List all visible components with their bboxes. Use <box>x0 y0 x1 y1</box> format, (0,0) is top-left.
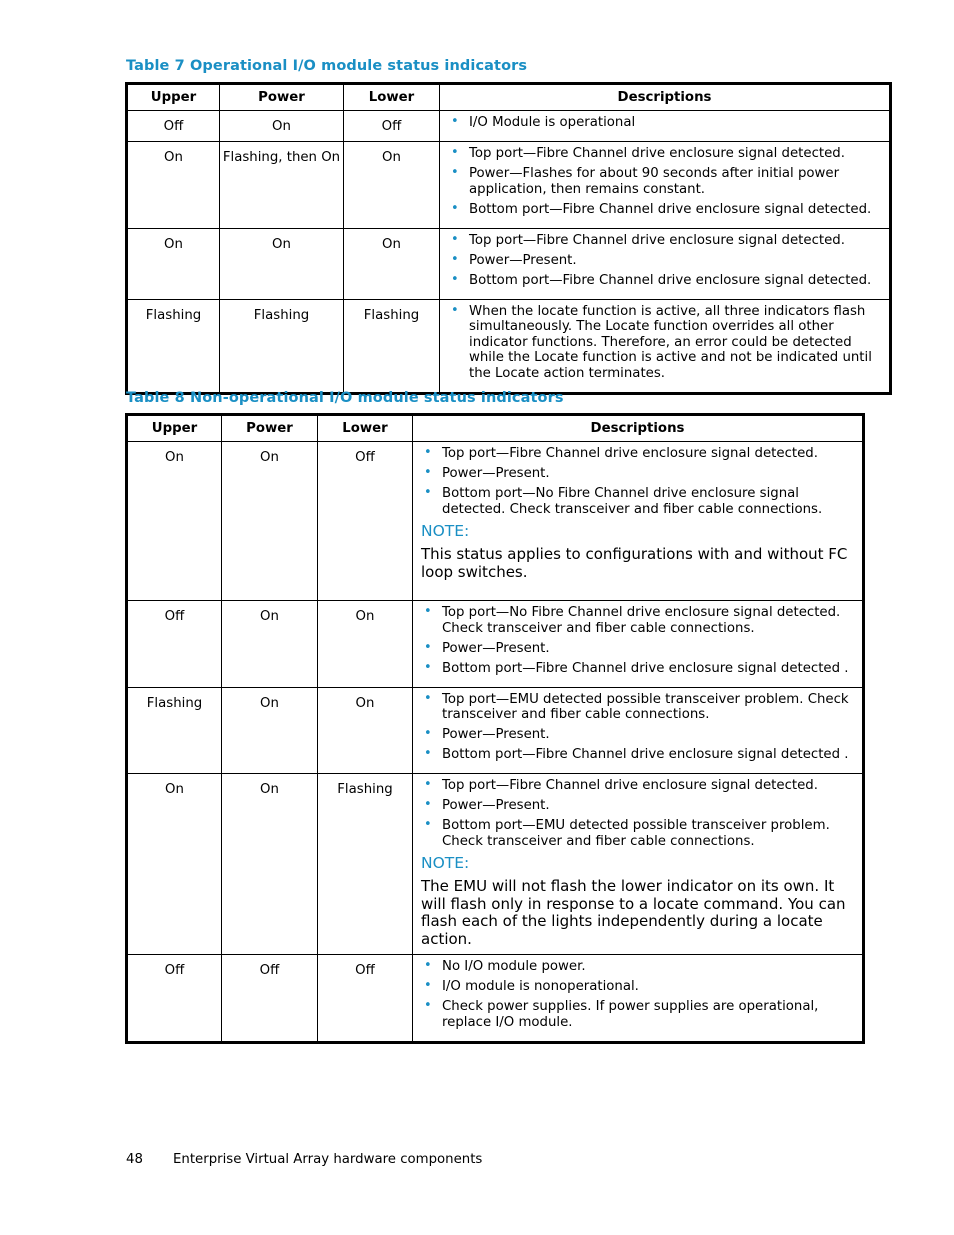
lower-cell: Flashing <box>344 299 440 393</box>
col-header-power: Power <box>220 84 344 111</box>
power-cell: On <box>222 687 318 774</box>
list-item: • I/O module is nonoperational. <box>421 979 854 995</box>
list-item: • Top port—Fibre Channel drive enclosure signal detected. <box>448 233 881 249</box>
note-label: NOTE: <box>421 854 470 872</box>
list-item: • Top port—Fibre Channel drive enclosure signal detected. <box>421 778 854 794</box>
bullet-list <box>421 959 854 1030</box>
upper-cell: On <box>127 228 220 299</box>
power-cell: On <box>222 774 318 955</box>
bullet-list <box>448 146 881 217</box>
upper-cell: Off <box>127 111 220 142</box>
list-item: • Power—Present. <box>421 641 854 657</box>
description-cell <box>413 442 864 601</box>
bullet-list <box>448 233 881 289</box>
list-item: • Top port—Fibre Channel drive enclosure signal detected. <box>421 446 854 462</box>
upper-cell: On <box>127 774 222 955</box>
col-header-power: Power <box>222 415 318 442</box>
power-cell: On <box>222 442 318 601</box>
upper-cell: On <box>127 142 220 229</box>
upper-cell: Flashing <box>127 299 220 393</box>
list-item: • Power—Present. <box>421 466 854 482</box>
table-row <box>127 955 864 1043</box>
upper-cell: Off <box>127 601 222 688</box>
list-item: • No I/O module power. <box>421 959 854 975</box>
bullet-list <box>421 692 854 763</box>
table-row <box>127 687 864 774</box>
table7-caption: Table 7 Operational I/O module status indicators <box>126 58 528 74</box>
col-header-upper: Upper <box>127 84 220 111</box>
footer-title: Enterprise Virtual Array hardware components <box>173 1152 483 1167</box>
list-item: • Power—Present. <box>448 253 881 269</box>
description-cell <box>440 299 891 393</box>
col-header-descriptions: Descriptions <box>440 84 891 111</box>
table-row <box>127 442 864 601</box>
col-header-lower: Lower <box>318 415 413 442</box>
list-item: • Bottom port—Fibre Channel drive enclosure signal detected . <box>421 661 854 677</box>
description-cell <box>413 955 864 1043</box>
upper-cell: Off <box>127 955 222 1043</box>
list-item: • Bottom port—EMU detected possible transceiver problem. Check transceiver and fiber cable connections. <box>421 818 854 849</box>
lower-cell: Flashing <box>318 774 413 955</box>
note-label: NOTE: <box>421 522 470 540</box>
list-item: • Top port—No Fibre Channel drive enclosure signal detected. Check transceiver and fiber cable connections. <box>421 605 854 636</box>
list-item: • When the locate function is active, all three indicators flash simultaneously. The Locate function overrides all other indicator functions. Therefore, an error could be detected while the Locate function is active and not be indicated until the Locate action terminates. <box>448 304 881 382</box>
bullet-list <box>448 304 881 382</box>
description-cell <box>413 601 864 688</box>
list-item: • Check power supplies. If power supplies are operational, replace I/O module. <box>421 999 854 1030</box>
power-cell: Off <box>222 955 318 1043</box>
list-item: • Bottom port—Fibre Channel drive enclosure signal detected. <box>448 202 881 218</box>
list-item: • Power—Present. <box>421 798 854 814</box>
power-cell: On <box>220 228 344 299</box>
list-item: • I/O Module is operational <box>448 115 881 131</box>
table7-header-row <box>127 84 891 111</box>
description-cell <box>413 687 864 774</box>
table8-header-row <box>127 415 864 442</box>
power-cell: On <box>222 601 318 688</box>
upper-cell: On <box>127 442 222 601</box>
table-row <box>127 774 864 955</box>
note-text: This status applies to configurations with and without FC loop switches. <box>421 545 848 581</box>
lower-cell: On <box>318 687 413 774</box>
list-item: • Bottom port—No Fibre Channel drive enclosure signal detected. Check transceiver and fiber cable connections. <box>421 486 854 517</box>
col-header-lower: Lower <box>344 84 440 111</box>
description-cell <box>440 142 891 229</box>
list-item: • Top port—EMU detected possible transceiver problem. Check transceiver and fiber cable connections. <box>421 692 854 723</box>
bullet-list <box>421 778 854 849</box>
table-row <box>127 601 864 688</box>
table-row <box>127 142 891 229</box>
lower-cell: On <box>318 601 413 688</box>
power-cell: Flashing, then On <box>220 142 344 229</box>
col-header-upper: Upper <box>127 415 222 442</box>
bullet-list <box>448 115 881 131</box>
page-number: 48 <box>126 1152 143 1167</box>
bullet-list <box>421 446 854 517</box>
power-cell: Flashing <box>220 299 344 393</box>
list-item: • Bottom port—Fibre Channel drive enclosure signal detected. <box>448 273 881 289</box>
lower-cell: On <box>344 142 440 229</box>
table7 <box>125 82 892 395</box>
list-item: • Power—Flashes for about 90 seconds after initial power application, then remains constant. <box>448 166 881 197</box>
lower-cell: Off <box>344 111 440 142</box>
upper-cell: Flashing <box>127 687 222 774</box>
col-header-descriptions: Descriptions <box>413 415 864 442</box>
table8-caption: Table 8 Non-operational I/O module status indicators <box>126 390 564 406</box>
list-item: • Bottom port—Fibre Channel drive enclosure signal detected . <box>421 747 854 763</box>
description-cell <box>413 774 864 955</box>
table-row <box>127 111 891 142</box>
lower-cell: On <box>344 228 440 299</box>
note-text: The EMU will not flash the lower indicator on its own. It will flash only in response to a locate command. You can flash each of the lights independently during a locate action. <box>421 877 846 948</box>
table-row <box>127 228 891 299</box>
description-cell <box>440 228 891 299</box>
list-item: • Top port—Fibre Channel drive enclosure signal detected. <box>448 146 881 162</box>
description-cell <box>440 111 891 142</box>
lower-cell: Off <box>318 442 413 601</box>
table8 <box>125 413 865 1044</box>
table-row <box>127 299 891 393</box>
list-item: • Power—Present. <box>421 727 854 743</box>
bullet-list <box>421 605 854 676</box>
power-cell: On <box>220 111 344 142</box>
lower-cell: Off <box>318 955 413 1043</box>
